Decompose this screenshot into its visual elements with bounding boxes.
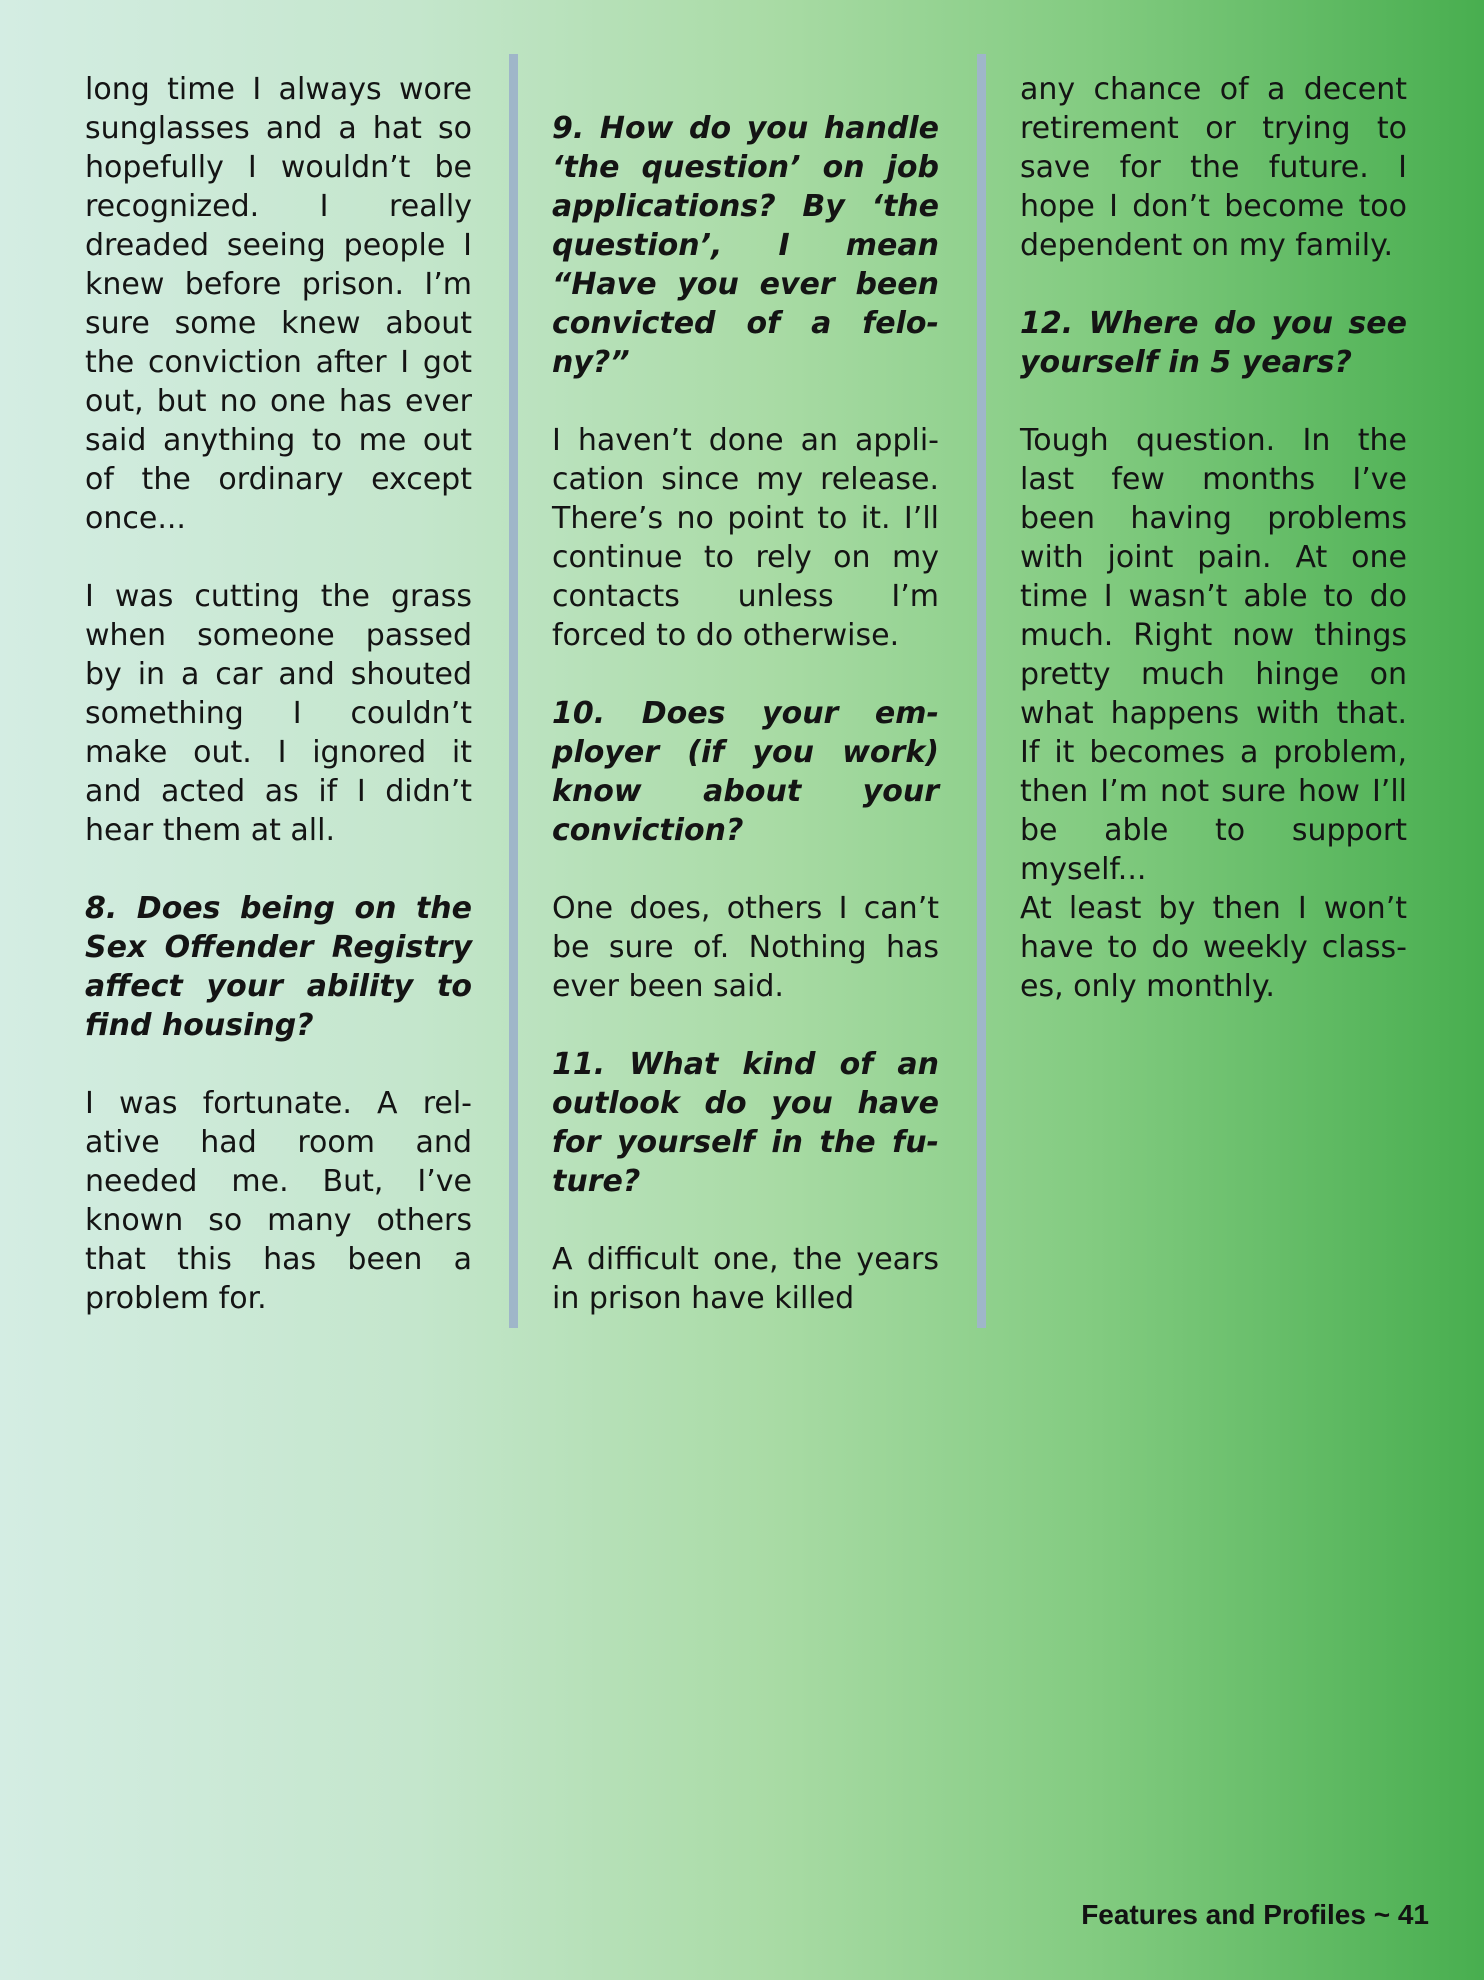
answer-paragraph: One does, others I can’t be sure of. Nothing has ever been said.: [552, 891, 939, 1004]
question-heading: 12. Where do you see yourself in 5 years?: [1020, 306, 1407, 380]
answer-paragraph: I haven’t done an application since my release. There’s no point to it. I’ll continue to rely on my contacts unless I’m forced to do otherwise.: [552, 423, 939, 653]
column-divider: [509, 54, 518, 1328]
article-column-1: [85, 70, 472, 1357]
column-divider: [977, 54, 986, 1328]
answer-paragraph: any chance of a decent retirement or trying to save for the future. I hope I don’t become too dependent on my family.: [1020, 72, 1407, 263]
answer-paragraph: I was cutting the grass when someone passed by in a car and shouted something I couldn’t make out. I ignored it and acted as if I didn’t hear them at all.: [85, 579, 472, 848]
question-heading: 11. What kind of an outlook do you have for yourself in the future?: [552, 1047, 939, 1199]
answer-paragraph: I was fortunate. A relative had room and needed me. But, I’ve known so many others that this has been a problem for.: [85, 1086, 472, 1316]
answer-paragraph: At least by then I won’t have to do weekly classes, only monthly.: [1020, 891, 1407, 1004]
question-heading: 10. Does your employer (if you work) know about your conviction?: [552, 696, 939, 848]
answer-paragraph: A difficult one, the years in prison have killed: [552, 1242, 939, 1316]
answer-paragraph: Tough question. In the last few months I’ve been having problems with joint pain. At one time I wasn’t able to do much. Right now things pretty much hinge on what happens with that. If it becomes a problem, then I’m not sure how I’ll be able to support myself...: [1020, 423, 1407, 887]
answer-paragraph: long time I always wore sunglasses and a hat so hopefully I wouldn’t be recognized. I really dreaded seeing people I knew before prison. I’m sure some knew about the conviction after I got out, but no one has ever said anything to me out of the ordinary except once...: [85, 72, 472, 536]
article-column-2: [552, 70, 939, 1357]
question-heading: 9. How do you handle ‘the question’ on job applications? By ‘the question’, I mean “Have you ever been convicted of a felony?”: [552, 111, 939, 380]
page-footer: Features and Profiles ~ 41: [1081, 1899, 1429, 1930]
article-column-3: [1020, 70, 1407, 1045]
question-heading: 8. Does being on the Sex Offender Registry affect your ability to find housing?: [85, 891, 472, 1043]
